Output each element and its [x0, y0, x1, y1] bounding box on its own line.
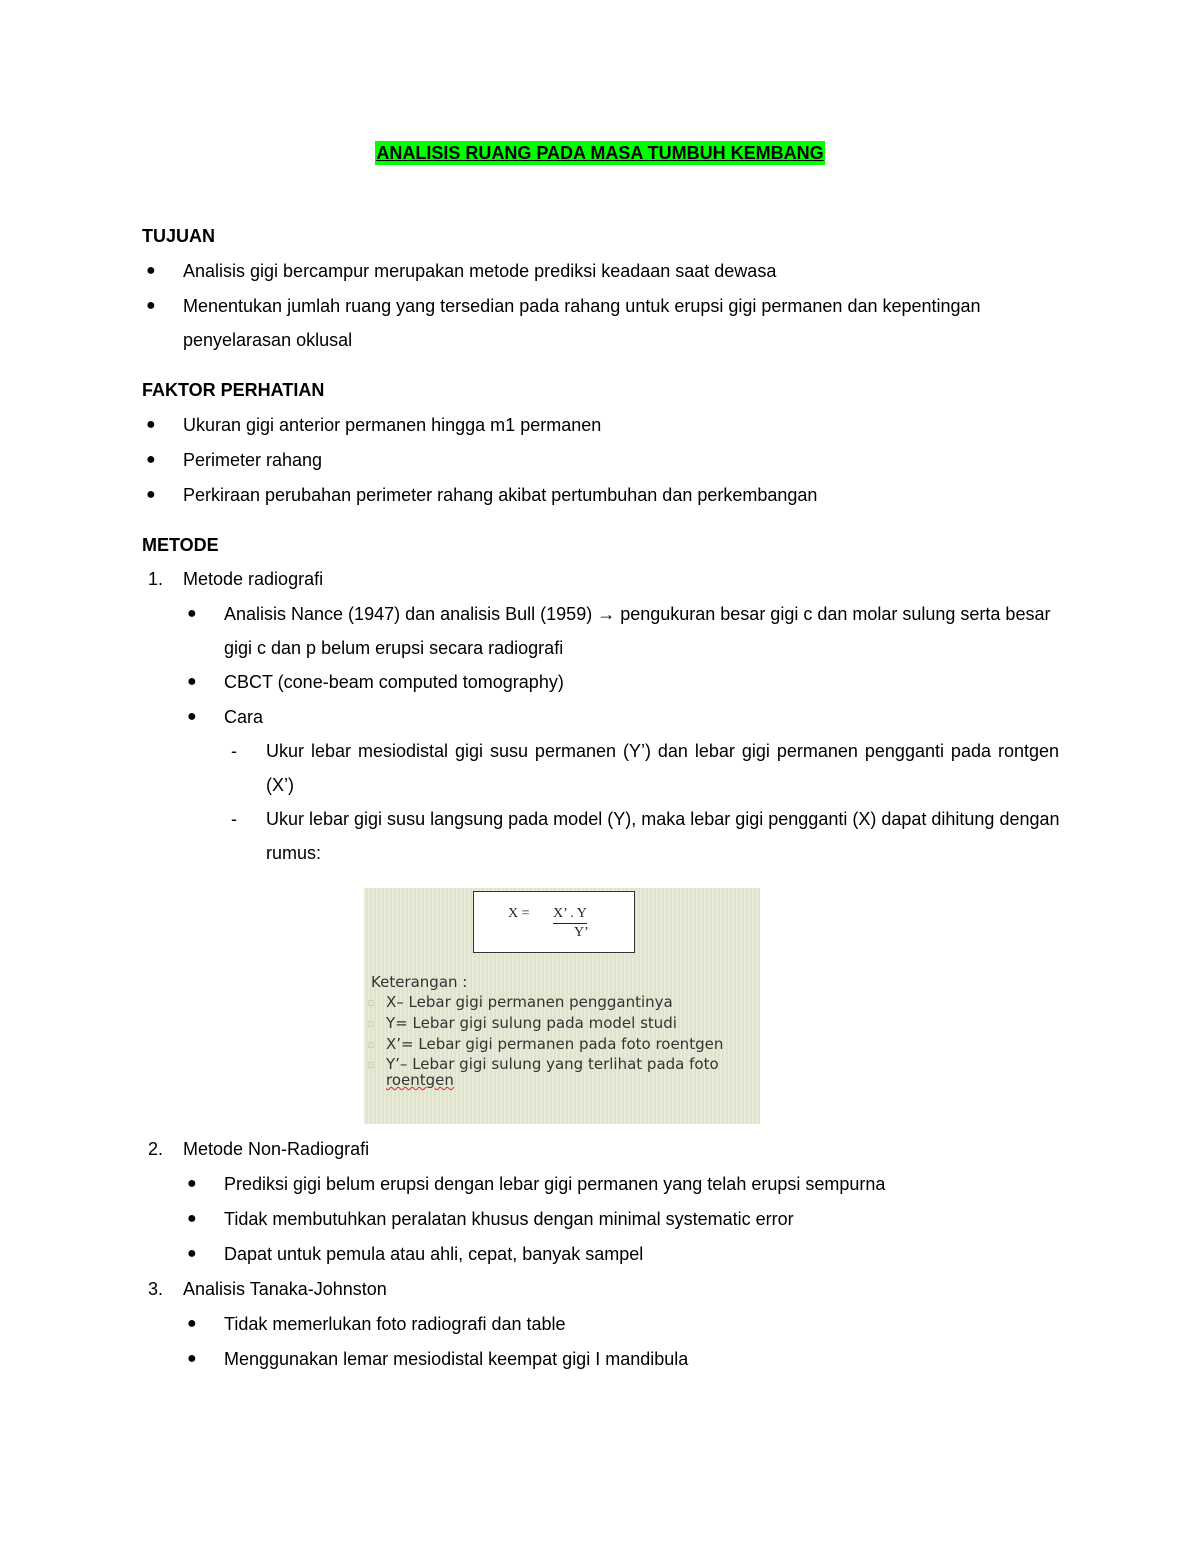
figure-keterangan: Keterangan :	[371, 973, 468, 991]
square-bullet-icon: □	[368, 1019, 374, 1029]
bullet-icon: ●	[146, 262, 156, 279]
list-item: Menentukan jumlah ruang yang tersedian pada rahang untuk erupsi gigi permanen dan kepentingan penyelarasan oklusal	[183, 296, 981, 350]
bullet-icon: ●	[187, 1210, 197, 1227]
bullet-icon: ●	[187, 708, 197, 725]
list-item: Dapat untuk pemula atau ahli, cepat, banyak sampel	[224, 1244, 644, 1264]
square-bullet-icon: □	[368, 1060, 374, 1070]
list-item: Analisis gigi bercampur merupakan metode prediksi keadaan saat dewasa	[183, 261, 777, 281]
formula-numerator: X’ . Y	[553, 906, 587, 924]
sub-list-item: Ukur lebar gigi susu langsung pada model (Y), maka lebar gigi pengganti (X) dapat dihitung dengan rumus:	[266, 809, 1060, 863]
list-item: Tidak membutuhkan peralatan khusus dengan minimal systematic error	[224, 1209, 794, 1229]
list-item: CBCT (cone-beam computed tomography)	[224, 672, 564, 692]
legend-item: X– Lebar gigi permanen penggantinya	[386, 993, 673, 1011]
dash-marker: -	[231, 809, 237, 829]
legend-item: Y’– Lebar gigi sulung yang terlihat pada foto	[386, 1055, 719, 1073]
bullet-icon: ●	[146, 416, 156, 433]
list-item: Prediksi gigi belum erupsi dengan lebar gigi permanen yang telah erupsi sempurna	[224, 1174, 886, 1194]
formula-box	[473, 891, 635, 953]
list-number: 2.	[148, 1139, 164, 1159]
legend-item: X’= Lebar gigi permanen pada foto roentgen	[386, 1035, 724, 1053]
list-item: Menggunakan lemar mesiodistal keempat gigi I mandibula	[224, 1349, 689, 1369]
formula-figure	[364, 888, 760, 1124]
list-item: Perimeter rahang	[183, 450, 323, 470]
list-number: 3.	[148, 1279, 164, 1299]
sub-list-item: Ukur lebar mesiodistal gigi susu permanen (Y’) dan lebar gigi permanen pengganti pada rontgen (X’)	[266, 741, 1059, 795]
section-heading-faktor: FAKTOR PERHATIAN	[142, 380, 325, 400]
formula-denominator: Y’	[574, 925, 589, 940]
dash-marker: -	[231, 741, 237, 761]
section-heading-tujuan: TUJUAN	[142, 226, 216, 246]
section-heading-metode: METODE	[142, 535, 219, 555]
list-item: Analisis Nance (1947) dan analisis Bull (1959) → pengukuran besar gigi c dan molar sulung serta besar gigi c dan p belum erupsi secara radiografi	[224, 604, 1051, 658]
formula-lhs: X =	[508, 906, 530, 921]
bullet-icon: ●	[187, 1245, 197, 1262]
bullet-icon: ●	[187, 605, 197, 622]
legend-item-continued: roentgen	[386, 1071, 454, 1089]
document-title: ANALISIS RUANG PADA MASA TUMBUH KEMBANG	[376, 143, 824, 163]
bullet-icon: ●	[146, 451, 156, 468]
bullet-icon: ●	[146, 297, 156, 314]
list-item: Tidak memerlukan foto radiografi dan table	[224, 1314, 566, 1334]
bullet-icon: ●	[187, 673, 197, 690]
list-number: 1.	[148, 569, 164, 589]
numbered-item: Metode radiografi	[183, 569, 324, 589]
square-bullet-icon: □	[368, 998, 374, 1008]
numbered-item: Metode Non-Radiografi	[183, 1139, 370, 1159]
bullet-icon: ●	[187, 1350, 197, 1367]
list-item: Ukuran gigi anterior permanen hingga m1 permanen	[183, 415, 602, 435]
numbered-item: Analisis Tanaka-Johnston	[183, 1279, 387, 1299]
legend-item: Y= Lebar gigi sulung pada model studi	[386, 1014, 677, 1032]
bullet-icon: ●	[187, 1315, 197, 1332]
list-item: Cara	[224, 707, 264, 727]
bullet-icon: ●	[146, 486, 156, 503]
list-item: Perkiraan perubahan perimeter rahang akibat pertumbuhan dan perkembangan	[183, 485, 818, 505]
square-bullet-icon: □	[368, 1040, 374, 1050]
bullet-icon: ●	[187, 1175, 197, 1192]
